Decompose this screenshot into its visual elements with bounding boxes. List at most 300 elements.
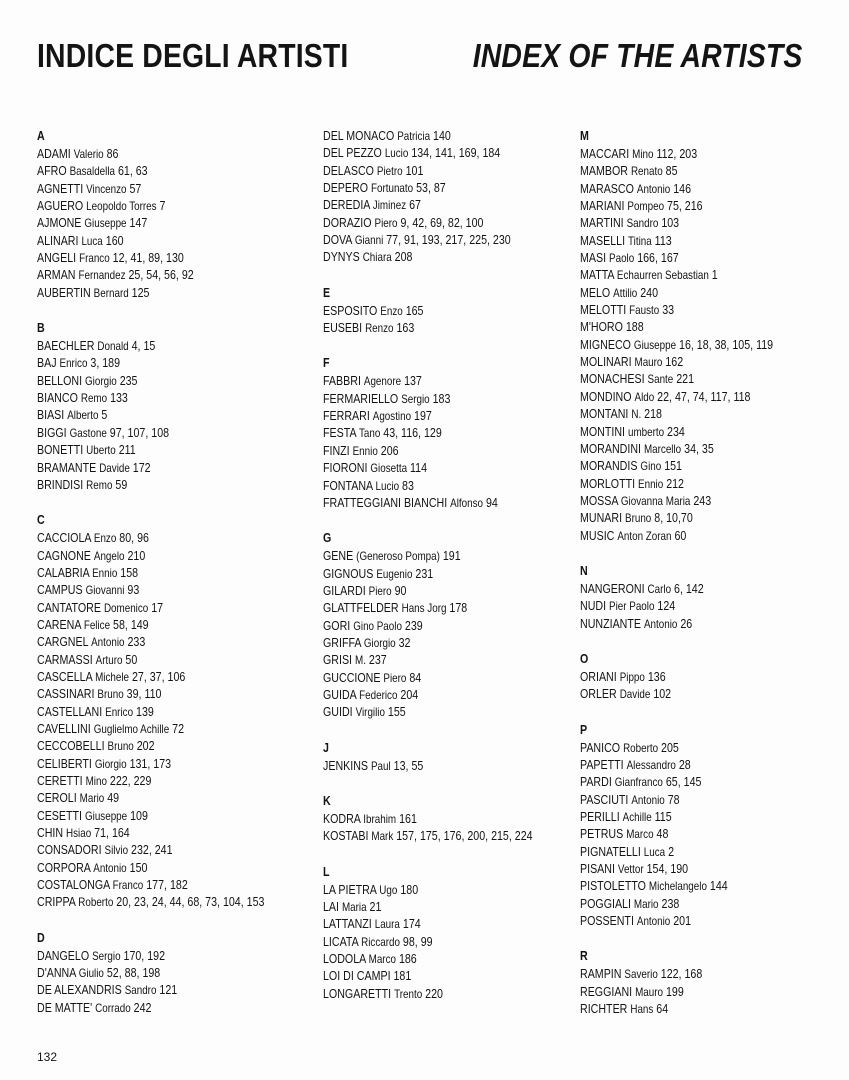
artist-page-refs: 16, 18, 38, 105, 119 [679, 336, 774, 352]
artist-entry [37, 807, 254, 824]
index-column-2 [323, 127, 588, 1020]
artist-first-name: Mario [79, 791, 105, 806]
artist-surname: NUNZIANTE [580, 615, 642, 631]
artist-entry [37, 424, 254, 441]
section-letter: P [580, 721, 588, 737]
artist-first-name: Vettor [617, 862, 644, 877]
artist-page-refs: 109 [130, 807, 148, 823]
artist-surname: DE MATTE' [37, 999, 93, 1015]
artist-surname: CORPORA [37, 859, 91, 875]
artist-first-name: Trento [394, 986, 423, 1001]
artist-first-name: Attilio [613, 285, 638, 300]
index-section-n [580, 562, 845, 632]
section-letter: C [37, 512, 45, 528]
artist-entry [37, 703, 254, 720]
artist-entry [580, 180, 797, 197]
artist-page-refs: 144 [709, 878, 728, 894]
artist-page-refs: 75, 216 [667, 198, 703, 214]
artist-surname: DEREDIA [323, 197, 370, 213]
artist-page-refs: 151 [664, 458, 682, 474]
artist-entry [37, 789, 254, 806]
artist-first-name: Enrico [59, 356, 88, 371]
artist-page-refs: 84 [409, 669, 422, 685]
artist-entry [323, 703, 540, 720]
artist-entry [37, 459, 254, 476]
artist-entry [323, 634, 540, 651]
artist-first-name: Franco [79, 251, 110, 266]
artist-entry [323, 757, 540, 774]
artist-surname: PISTOLETTO [580, 878, 646, 894]
artist-first-name: Remo [80, 391, 108, 406]
artist-first-name: Federico [359, 687, 398, 702]
artist-page-refs: 139 [136, 703, 154, 719]
artist-first-name: Piero [383, 670, 407, 685]
artist-first-name: Virgilio [355, 705, 385, 720]
artist-surname: MARIANI [580, 198, 625, 214]
artist-first-name: Giuseppe [633, 337, 677, 352]
artist-entry [323, 196, 540, 213]
artist-first-name: Tano [358, 426, 381, 441]
artist-page-refs: 112, 203 [656, 146, 698, 161]
artist-page-refs: 197 [414, 408, 432, 424]
artist-entry [580, 791, 797, 808]
artist-page-refs: 136 [647, 668, 666, 684]
artist-entry [580, 266, 797, 283]
artist-entry [580, 162, 797, 179]
artist-entry [580, 284, 797, 301]
artist-entry [323, 669, 540, 686]
artist-entry [580, 756, 797, 773]
artist-first-name: Ibrahim [363, 811, 397, 826]
artist-first-name: Michelangelo [648, 879, 707, 894]
artist-page-refs: 181 [393, 968, 412, 984]
artist-surname: LAI [323, 899, 340, 914]
artist-entry [580, 301, 797, 318]
artist-surname: DEPERO [323, 180, 369, 196]
artist-page-refs: 178 [449, 600, 468, 616]
artist-page-refs: 147 [129, 215, 148, 231]
artist-entry [37, 616, 254, 633]
artist-page-refs: 1 [711, 267, 718, 283]
artist-first-name: Piero [374, 215, 398, 230]
section-letter: G [323, 530, 332, 546]
artist-surname: POGGIALI [580, 895, 631, 911]
artist-page-refs: 53, 87 [416, 180, 446, 196]
artist-entry [580, 440, 797, 457]
artist-page-refs: 202 [136, 738, 155, 754]
artist-first-name: Basaldella [69, 164, 116, 179]
artist-first-name: Anton Zoran [617, 528, 672, 543]
artist-first-name: Ennio [638, 476, 664, 491]
artist-surname: MORLOTTI [580, 475, 636, 491]
artist-entry [323, 950, 540, 967]
artist-first-name: Giulio [78, 966, 104, 981]
artist-page-refs: 162 [665, 354, 684, 370]
artist-surname: FERRARI [323, 408, 370, 424]
artist-page-refs: 233 [127, 634, 146, 650]
artist-entry [323, 442, 540, 459]
artist-page-refs: 133 [110, 390, 128, 406]
artist-surname: GUIDA [323, 686, 357, 702]
artist-surname: AGUERO [37, 198, 84, 214]
artist-surname: CECCOBELLI [37, 738, 105, 754]
artist-page-refs: 61, 63 [117, 163, 148, 179]
artist-entry [323, 651, 540, 668]
artist-surname: ANGELI [37, 250, 77, 266]
artist-page-refs: 97, 107, 108 [109, 424, 170, 440]
artist-first-name: Domenico [103, 600, 149, 615]
artist-surname: DE ALEXANDRIS [37, 982, 122, 998]
artist-page-refs: 186 [398, 951, 417, 967]
artist-page-refs: 49 [107, 790, 120, 806]
artist-first-name: Sandro [124, 983, 157, 998]
artist-entry [323, 810, 540, 827]
artist-first-name: Silvio [104, 843, 129, 858]
artist-first-name: Jiminez [372, 198, 407, 213]
artist-first-name: Carlo [647, 581, 672, 596]
artist-surname: BAECHLER [37, 338, 95, 354]
artist-entry [37, 180, 254, 197]
artist-surname: CAMPUS [37, 582, 83, 598]
artist-entry [580, 895, 797, 912]
artist-first-name: Antonio [93, 860, 127, 875]
artist-surname: ESPOSITO [323, 302, 378, 318]
artist-page-refs: 103 [661, 215, 680, 231]
artist-page-refs: 131, 173 [129, 755, 172, 771]
artist-surname: AFRO [37, 163, 67, 179]
artist-page-refs: 9, 42, 69, 82, 100 [400, 214, 484, 230]
artist-first-name: Aldo [634, 389, 655, 404]
section-letter: E [323, 284, 331, 300]
artist-entry [37, 406, 254, 423]
artist-page-refs: 218 [644, 406, 662, 422]
artist-surname: CASSINARI [37, 686, 95, 702]
artist-entry [323, 179, 540, 196]
artist-surname: GENE [323, 548, 354, 564]
index-section-b [37, 319, 302, 493]
artist-page-refs: 199 [665, 983, 684, 999]
index-section-d [37, 929, 302, 1016]
artist-surname: MONTINI [580, 423, 626, 439]
artist-surname: GIGNOUS [323, 565, 374, 581]
artist-surname: GILARDI [323, 582, 366, 598]
index-section-f [323, 354, 588, 511]
artist-page-refs: 191 [442, 548, 461, 564]
artist-entry [37, 737, 254, 754]
artist-first-name: Sante [647, 372, 674, 387]
artist-entry [323, 248, 540, 265]
artist-first-name: Felice [83, 617, 111, 632]
artist-first-name: Hans Jorg [401, 601, 447, 616]
artist-first-name: Uberto [86, 443, 116, 458]
artist-first-name: Giorgio [94, 756, 127, 771]
artist-surname: MUNARI [580, 510, 623, 526]
artist-surname: ADAMI [37, 146, 71, 161]
artist-first-name: Giosetta [370, 461, 408, 476]
artist-first-name: Guglielmo Achille [93, 721, 170, 736]
artist-surname: CHIN [37, 825, 64, 841]
artist-first-name: Mario [633, 896, 659, 911]
artist-entry [37, 581, 254, 598]
artist-surname: CARMASSI [37, 651, 93, 667]
artist-surname: GORI [323, 617, 351, 633]
artist-entry [580, 405, 797, 422]
artist-entry [37, 214, 254, 231]
artist-first-name: Bruno [107, 739, 134, 754]
artist-first-name: Titina [628, 233, 652, 248]
artist-surname: GRIFFA [323, 634, 361, 650]
artist-entry [580, 739, 797, 756]
artist-entry [580, 860, 797, 877]
artist-page-refs: 242 [133, 999, 152, 1015]
artist-first-name: Patricia [397, 129, 431, 143]
artist-surname: BIASI [37, 407, 65, 423]
artist-first-name: Angelo [93, 548, 125, 563]
artist-page-refs: 32 [398, 634, 411, 650]
artist-page-refs: 60 [674, 527, 687, 543]
artist-surname: CASCELLA [37, 668, 93, 684]
artist-surname: FESTA [323, 425, 356, 441]
artist-surname: GLATTFELDER [323, 600, 399, 616]
artist-entry [37, 197, 254, 214]
artist-entry [323, 827, 540, 844]
artist-surname: MACCARI [580, 146, 630, 161]
artist-page-refs: 211 [118, 442, 136, 458]
artist-page-refs: 3, 189 [90, 355, 121, 371]
artist-page-refs: 86 [106, 146, 119, 161]
index-section-g [323, 529, 588, 720]
artist-entry [37, 859, 254, 876]
artist-page-refs: 72 [172, 720, 185, 736]
section-letter: K [323, 792, 331, 808]
artist-entry [37, 162, 254, 179]
artist-entry [323, 565, 540, 582]
artist-first-name: Arturo [95, 652, 123, 667]
artist-surname: AJMONE [37, 215, 82, 231]
artist-first-name: Renzo [365, 321, 394, 336]
artist-surname: CAGNONE [37, 547, 91, 563]
artist-entry [37, 720, 254, 737]
artist-page-refs: 17 [151, 599, 164, 615]
artist-surname: PANICO [580, 739, 621, 755]
artist-first-name: Giuseppe [84, 216, 127, 231]
artist-surname: BIGGI [37, 424, 67, 440]
artist-first-name: Ennio [92, 565, 118, 580]
section-letter: B [37, 320, 45, 336]
artist-page-refs: 125 [131, 284, 150, 300]
index-section-l [323, 863, 588, 1002]
artist-page-refs: 201 [673, 913, 692, 929]
artist-first-name: Giovanni [85, 583, 125, 598]
artist-page-refs: 67 [409, 197, 421, 213]
artist-first-name: Bernard [93, 285, 129, 300]
artist-entry [37, 668, 254, 685]
index-section-r [580, 947, 845, 1017]
artist-page-refs: 122, 168 [660, 966, 703, 982]
artist-first-name: Renato [630, 164, 663, 179]
artist-page-refs: 155 [387, 704, 406, 720]
artist-page-refs: 237 [368, 652, 387, 668]
artist-page-refs: 161 [399, 810, 417, 826]
artist-first-name: Enrico [105, 704, 134, 719]
artist-entry [323, 898, 540, 915]
artist-entry [323, 915, 540, 932]
artist-page-refs: 28 [678, 756, 691, 772]
artist-entry [323, 477, 540, 494]
artist-page-refs: 238 [661, 895, 680, 911]
artist-surname: FONTANA [323, 477, 373, 493]
artist-entry [580, 615, 797, 632]
artist-entry [580, 388, 797, 405]
artist-page-refs: 71, 164 [94, 825, 130, 841]
artist-entry [580, 965, 797, 982]
artist-first-name: Davide [99, 460, 130, 475]
artist-first-name: (Generoso Pompa) [356, 549, 440, 564]
artist-surname: CASTELLANI [37, 703, 103, 719]
artist-first-name: Agostino [372, 409, 412, 424]
artist-first-name: Gianni [354, 233, 384, 248]
artist-page-refs: 27, 37, 106 [131, 668, 186, 684]
artist-entry [323, 407, 540, 424]
artist-surname: MOLINARI [580, 354, 632, 370]
artist-page-refs: 58, 149 [113, 616, 149, 632]
artist-entry [37, 824, 254, 841]
artist-page-refs: 52, 88, 198 [106, 965, 161, 981]
artist-page-refs: 77, 91, 193, 217, 225, 230 [386, 232, 511, 248]
artist-surname: CARENA [37, 616, 81, 632]
artist-surname: LA PIETRA [323, 881, 377, 897]
artist-page-refs: 234 [667, 423, 685, 439]
artist-surname: AGNETTI [37, 180, 84, 196]
artist-page-refs: 232, 241 [131, 842, 173, 858]
artist-entry [37, 564, 254, 581]
artist-page-refs: 210 [127, 547, 146, 563]
artist-entry [580, 370, 797, 387]
artist-entry [37, 266, 254, 283]
artist-surname: RICHTER [580, 1001, 628, 1017]
artist-page-refs: 239 [404, 617, 423, 633]
artist-entry [323, 582, 540, 599]
artist-first-name: Marco [368, 952, 396, 967]
artist-first-name: Antonio [636, 181, 671, 196]
artist-surname: CARGNEL [37, 634, 89, 650]
artist-first-name: Sandro [626, 216, 659, 231]
index-section-k [323, 792, 588, 845]
section-letter: L [323, 863, 330, 879]
artist-surname: MATTA [580, 267, 614, 283]
artist-surname: DOVA [323, 232, 352, 248]
artist-page-refs: 204 [400, 686, 419, 702]
index-column-1 [37, 127, 302, 1034]
artist-first-name: Vincenzo [86, 181, 127, 196]
artist-first-name: Alberto [67, 408, 99, 423]
artist-surname: GUCCIONE [323, 669, 381, 685]
artist-page-refs: 4, 15 [131, 338, 156, 354]
artist-page-refs: 220 [425, 985, 443, 1001]
index-section-p [580, 721, 845, 930]
artist-entry [37, 476, 254, 493]
artist-surname: PIGNATELLI [580, 843, 641, 859]
artist-entry [323, 144, 540, 161]
artist-first-name: Pietro [376, 163, 403, 178]
artist-surname: LATTANZI [323, 916, 372, 932]
artist-entry [37, 981, 254, 998]
artist-surname: AUBERTIN [37, 284, 91, 300]
artist-first-name: Maria [341, 900, 367, 914]
artist-first-name: Antonio [631, 792, 665, 807]
artist-surname: PAPETTI [580, 756, 624, 772]
artist-first-name: Gianfranco [614, 775, 663, 790]
artist-page-refs: 115 [654, 809, 672, 824]
artist-page-refs: 243 [693, 492, 712, 508]
artist-page-refs: 146 [673, 180, 692, 196]
artist-entry [580, 249, 797, 266]
artist-surname: PERILLI [580, 809, 620, 824]
artist-entry [580, 825, 797, 842]
artist-page-refs: 48 [656, 826, 669, 842]
artist-page-refs: 240 [640, 284, 659, 300]
artist-first-name: Mauro [635, 984, 663, 999]
artist-entry [37, 389, 254, 406]
artist-surname: FIORONI [323, 460, 368, 476]
artist-page-refs: 80, 96 [119, 530, 149, 546]
artist-entry [323, 933, 540, 950]
artist-entry [580, 197, 797, 214]
artist-first-name: Pippo [619, 669, 645, 684]
artist-entry [580, 492, 797, 509]
artist-page-refs: 235 [119, 372, 138, 388]
artist-entry [37, 841, 254, 858]
artist-surname: MASELLI [580, 232, 626, 248]
artist-entry [580, 597, 797, 614]
artist-first-name: Michele [95, 669, 129, 684]
artist-first-name: Luca [643, 844, 666, 859]
artist-surname: POSSENTI [580, 913, 634, 929]
artist-entry [580, 1000, 797, 1017]
artist-page-refs: 205 [661, 739, 679, 755]
artist-surname: PARDI [580, 774, 612, 790]
artist-page-refs: 21 [369, 899, 382, 914]
artist-page-refs: 137 [404, 373, 422, 389]
artist-page-refs: 6, 142 [674, 580, 704, 596]
artist-entry [37, 772, 254, 789]
artist-page-refs: 160 [105, 232, 124, 248]
artist-surname: MONACHESI [580, 371, 645, 387]
artist-surname: GUIDI [323, 704, 353, 720]
artist-surname: CELIBERTI [37, 755, 92, 771]
index-column-3 [580, 127, 845, 1035]
artist-page-refs: 34, 35 [684, 440, 714, 456]
artist-page-refs: 94 [485, 494, 498, 510]
artist-page-refs: 25, 54, 56, 92 [128, 267, 194, 283]
artist-page-refs: 150 [129, 859, 148, 875]
artist-first-name: Franco [112, 878, 144, 893]
artist-first-name: Antonio [643, 616, 678, 631]
artist-entry [323, 967, 540, 984]
artist-page-refs: 8, 10,70 [654, 510, 693, 526]
artist-page-refs: 188 [625, 319, 644, 335]
artist-page-refs: 7 [159, 198, 166, 214]
artist-surname: NANGERONI [580, 580, 645, 596]
artist-page-refs: 26 [680, 615, 693, 631]
page-title-italian: INDICE DEGLI ARTISTI [37, 37, 349, 74]
artist-surname: FINZI [323, 442, 350, 458]
artist-first-name: Hsiao [66, 826, 92, 841]
artist-first-name: Gino [640, 459, 662, 474]
artist-surname: CEROLI [37, 790, 77, 806]
artist-surname: CERETTI [37, 773, 83, 788]
artist-first-name: Ennio [352, 443, 378, 458]
